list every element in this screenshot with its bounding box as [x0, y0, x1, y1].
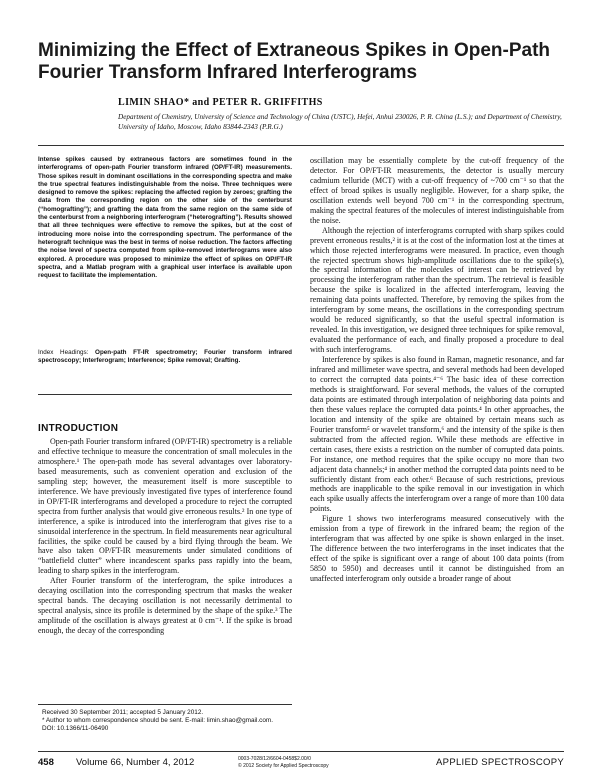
- header-divider: [38, 145, 564, 146]
- index-headings: [38, 349, 292, 366]
- index-headings-label: Index Headings:: [38, 349, 89, 356]
- author-affiliations: Department of Chemistry, University of Science and Technology of China (USTC), Hefei, Anhui 230026, P. R. China (L.S.); and Department of Chemistry, University of Idaho, Moscow, Idaho 83844-2343 (P.R.G.): [118, 113, 562, 131]
- journal-name: APPLIED SPECTROSCOPY: [436, 757, 564, 768]
- volume-info: Volume 66, Number 4, 2012: [76, 757, 195, 768]
- right-column-body: [310, 156, 564, 584]
- abstract: Intense spikes caused by extraneous factors are sometimes found in the interferograms of open-path Fourier transform infrared (OP/FT-IR) measurements. Those spikes result in dominant oscillations in the corresponding spectra and make the true spectral features indistinguishable from the noise. Three techniques were designed to remove the spikes: replacing the affected region by zeroes; grafting the data from the corresponding region on the other side of the centerburst (“homografting”); and grafting the data from the same region on the same side of the centerburst from a neighboring interferogram (“heterografting”). Results showed that all three techniques were effective to remove the spikes, but at the cost of introducing more noise into the corresponding spectrum. The performance of the heterograft technique was the best in terms of noise reduction. The factors affecting the noise level of spectra computed from spike-removed interferograms were also explored. A procedure was proposed to minimize the effect of spikes on OP/FT-IR spectra, and a Matlab program with a graphical user interface is available upon request to facilitate the implementation.: [38, 156, 293, 280]
- body-paragraph: Interference by spikes is also found in Raman, magnetic resonance, and far infrared and millimeter wave spectra, and several methods had been developed to correct the corrupted data points.⁴⁻⁶ The basic idea of these correction methods is straightforward. For several methods, the values of the corrupted data points are estimated through interpolation of neighboring data points and then these values replace the corrupted data points.⁴ In other approaches, the location and intensity of the spike are obtained by certain means such as Fourier transform⁵ or wavelet transform,⁶ and the intensity of the spike is then subtracted from the affected region. While these methods are effective in certain cases, there exists a restriction on the number of corrupted data points. For instance, one method requires that the spike occupy no more than two adjacent data channels;⁴ in another method the corrupted data points need to be sufficiently distant from each other.⁶ Because of such restrictions, previous methods are inapplicable to the spike removal in our investigation in which each spike usually affects the interferogram over a range of more than 100 data points.: [310, 355, 564, 514]
- footer-codes: [238, 756, 358, 769]
- body-paragraph: oscillation may be essentially complete by the cut-off frequency of the detector. For OP/FT-IR measurements, the detector is usually mercury cadmium telluride (MCT) with a cut-off frequency of ~700 cm⁻¹ so that the effect of broad spikes is usually negligible. However, for a sharp spike, the oscillation extends well beyond 700 cm⁻¹ in the corresponding spectrum, making the spectral features of the molecules of interest indistinguishable from the noise.: [310, 156, 564, 225]
- index-headings-list: Open-path FT-IR spectrometry; Fourier transform infrared spectroscopy; Interferogram; Interference; Spike removal; Grafting.: [38, 349, 292, 365]
- body-paragraph: Although the rejection of interferograms corrupted with sharp spikes could prevent erroneous results,² it is at the cost of the information lost at the times at which those rejected interferograms were measured. In practice, even though the rejected spectrum shows high-amplitude oscillations due to the spike(s), the spectral information of the molecules of interest can be retrieved by processing the interferogram rather than the spectrum. The retrieval is feasible because the spike is localized in the affected interferogram, leaving the remaining data points unaffected. Therefore, by removing the spikes from the interferogram by some means, the oscillations in the corresponding spectrum would be reduced significantly, so that the useful spectral information is revealed. In this investigation, we designed three techniques for spike removal, evaluated the performance of each, and finally proposed a procedure to deal with such interferograms.: [310, 225, 564, 355]
- copyright-notice: © 2012 Society for Applied Spectroscopy: [238, 762, 329, 769]
- body-paragraph: Figure 1 shows two interferograms measured consecutively with the emission from a type of firework in the infrared beam; the region of the interferogram that was affected by one spike is shown enlarged in the inset. The difference between the two interferograms in the inset indicates that the effect of the spike is significant over a range of about 100 data points (from 5850 to 5950) and decreases until it cannot be distinguished from an unaffected interferogram only outside a broader range of about: [310, 514, 564, 584]
- body-paragraph: After Fourier transform of the interferogram, the spike introduces a decaying oscillation into the corresponding spectrum that masks the weaker spectral bands. The decaying oscillation is not necessarily detrimental to spectral analysis, since its profile is determined by the shape of the spike.³ The amplitude of the oscillation is always greatest at 0 cm⁻¹. If the spike is broad enough, the decay of the corresponding: [38, 576, 292, 636]
- footnotes: [38, 709, 292, 733]
- left-column-body: [38, 437, 292, 636]
- page-number: 458: [38, 757, 54, 768]
- author-list: LIMIN SHAO* and PETER R. GRIFFITHS: [118, 97, 323, 108]
- abstract-divider: [38, 394, 292, 395]
- footer-divider: [38, 751, 564, 752]
- article-title: Minimizing the Effect of Extraneous Spikes in Open-Path Fourier Transform Infrared Interferograms: [38, 40, 551, 83]
- footnote-divider: [38, 704, 292, 705]
- body-paragraph: Open-path Fourier transform infrared (OP/FT-IR) spectrometry is a reliable and effective technique to measure the concentration of small molecules in the atmosphere.¹ The open-path mode has several advantages over laboratory-based measurements, such as convenient operation and exclusion of the sampling step; however, the measurement itself is more susceptible to interference. We have previously investigated five types of interference found in OP/FT-IR interferograms and developed a procedure to reject the corrupted spectra from further analysis that would give erroneous results.² In one type of interference, a spike is introduced into the interferogram that gives rise to a sinusoidal interference in the spectrum. In field measurements near agricultural facilities, the spike could be caused by a bird flying through the beam. We have also taken OP/FT-IR measurements under simulated conditions of “battlefield clutter” where incandescent sparks pass rapidly into the beam, leading to sharp spikes in the interferogram.: [38, 437, 292, 576]
- section-heading-introduction: INTRODUCTION: [38, 423, 119, 434]
- footnote-doi: DOI: 10.1366/11-06490: [42, 725, 109, 732]
- footnote-received: Received 30 September 2011; accepted 5 January 2012.: [42, 709, 204, 716]
- article-code: 0003-7028/12/6604-0458$2.00/0: [238, 756, 311, 762]
- footnote-correspondence: * Author to whom correspondence should be sent. E-mail: limin.shao@gmail.com.: [42, 717, 273, 724]
